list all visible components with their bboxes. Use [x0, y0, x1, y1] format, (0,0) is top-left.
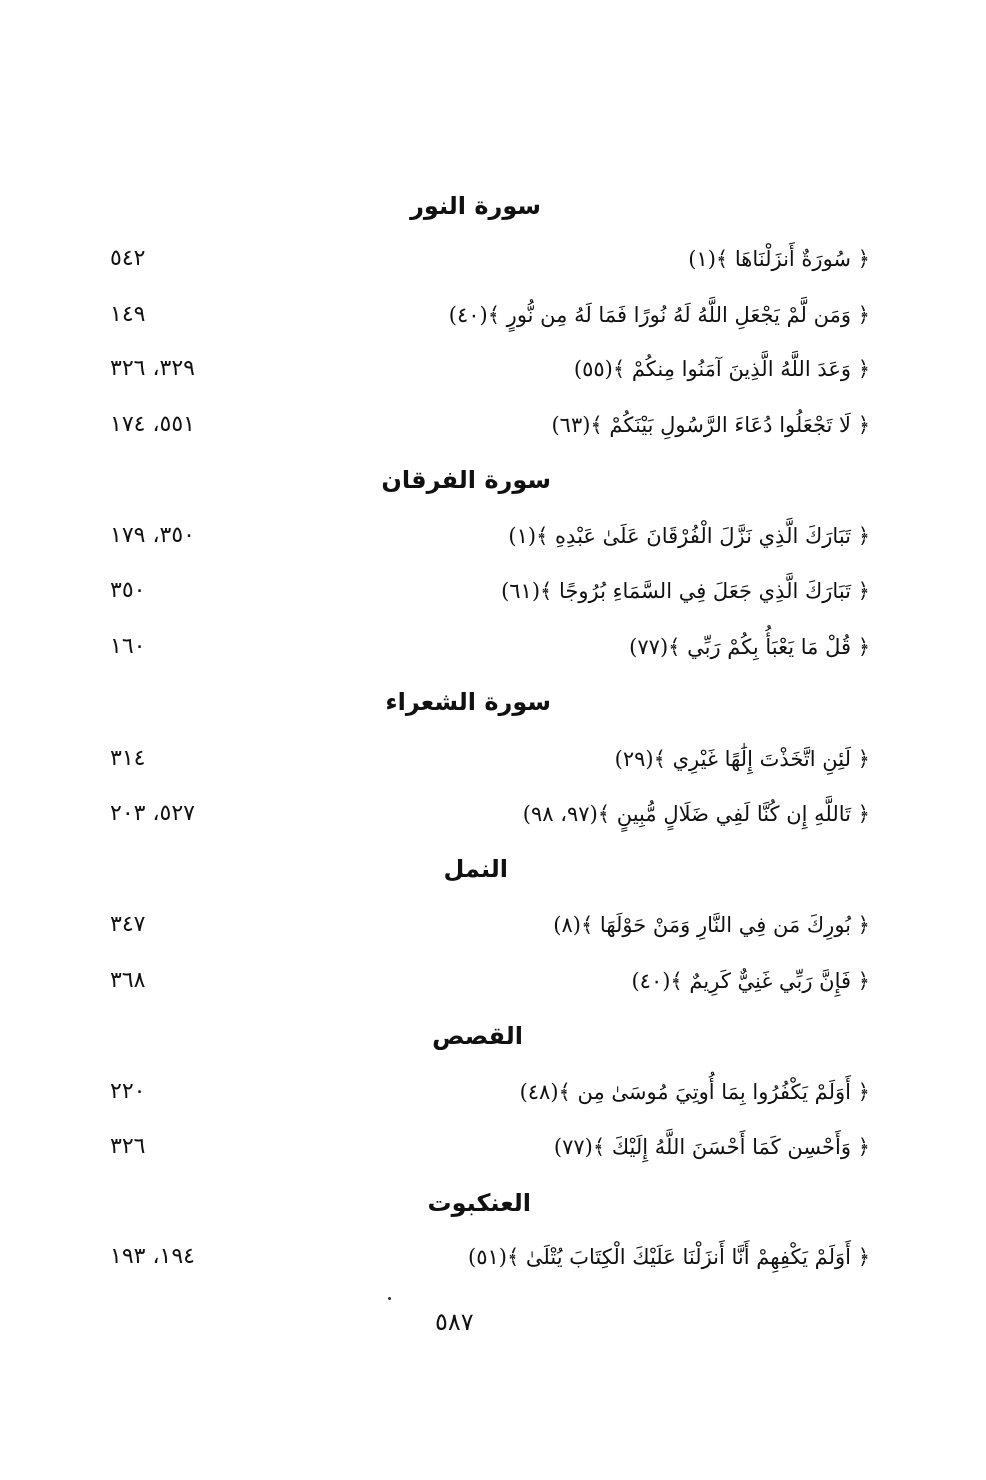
index-entry — [100, 905, 870, 945]
verse-text: ﴿ وَأَحْسِن كَمَا أَحْسَنَ اللَّهُ إِلَيْكَ ﴾(٧٧) — [553, 1135, 870, 1159]
index-entry — [100, 295, 870, 335]
index-entry — [100, 794, 870, 834]
section-heading-nur: سورة النور — [410, 192, 541, 220]
page-number: ٥٨٧ — [435, 1308, 474, 1336]
verse-text: ﴿ بُورِكَ مَن فِي النَّارِ وَمَنْ حَوْلَهَا ﴾(٨) — [553, 913, 870, 937]
section-heading-furqan: سورة الفرقان — [381, 466, 551, 494]
page-refs: ٣٥٠ — [110, 578, 146, 603]
section-heading-qasas: القصص — [432, 1022, 523, 1050]
page-refs: ٣٢٩، ٣٢٦ — [110, 356, 195, 381]
verse-text: ﴿ قُلْ مَا يَعْبَأُ بِكُمْ رَبِّي ﴾(٧٧) — [629, 635, 870, 659]
index-entry — [100, 349, 870, 389]
verse-text: ﴿ لَا تَجْعَلُوا دُعَاءَ الرَّسُولِ بَيْنَكُمْ ﴾(٦٣) — [551, 413, 870, 437]
verse-text: ﴿ وَعَدَ اللَّهُ الَّذِينَ آمَنُوا مِنكُمْ ﴾(٥٥) — [573, 357, 870, 381]
page-refs: ٣٥٠، ١٧٩ — [110, 523, 195, 548]
index-entry — [100, 405, 870, 445]
index-entry — [100, 739, 870, 779]
verse-text: ﴿ وَمَن لَّمْ يَجْعَلِ اللَّهُ لَهُ نُورًا فَمَا لَهُ مِن نُّورٍ ﴾(٤٠) — [448, 303, 870, 327]
page-refs: ٣٢٦ — [110, 1134, 146, 1159]
verse-text: ﴿ تَبَارَكَ الَّذِي جَعَلَ فِي السَّمَاءِ بُرُوجًا ﴾(٦١) — [501, 579, 870, 603]
verse-text: ﴿ أَوَلَمْ يَكْفِهِمْ أَنَّا أَنزَلْنَا عَلَيْكَ الْكِتَابَ يُتْلَىٰ ﴾(٥١) — [467, 1245, 870, 1269]
verse-text: ﴿ أَوَلَمْ يَكْفُرُوا بِمَا أُوتِيَ مُوسَىٰ مِن ﴾(٤٨) — [519, 1080, 870, 1104]
page-refs: ٥٥١، ١٧٤ — [110, 412, 195, 437]
page-refs: ٥٤٢ — [110, 246, 146, 271]
index-entry — [100, 961, 870, 1001]
verse-text: ﴿ فَإِنَّ رَبِّي غَنِيٌّ كَرِيمٌ ﴾(٤٠) — [631, 969, 870, 993]
index-entry — [100, 239, 870, 279]
verse-text: ﴿ سُورَةٌ أَنزَلْنَاهَا ﴾(١) — [688, 247, 870, 271]
section-heading-naml: النمل — [443, 855, 508, 883]
verse-text: ﴿ لَئِنِ اتَّخَذْتَ إِلَٰهًا غَيْرِي ﴾(٢٩) — [614, 747, 870, 771]
page-refs: ٣١٤ — [110, 746, 146, 771]
verse-text: ﴿ تَاللَّهِ إِن كُنَّا لَفِي ضَلَالٍ مُّبِينٍ ﴾(٩٧، ٩٨) — [522, 802, 870, 826]
page-refs: ١٦٠ — [110, 634, 146, 659]
section-heading-ankabut: العنكبوت — [427, 1189, 531, 1217]
section-heading-shuara: سورة الشعراء — [385, 688, 551, 716]
verse-text: ﴿ تَبَارَكَ الَّذِي نَزَّلَ الْفُرْقَانَ عَلَىٰ عَبْدِهِ ﴾(١) — [508, 524, 870, 548]
print-speck — [388, 1297, 391, 1300]
page-refs: ١٤٩ — [110, 302, 146, 327]
index-entry — [100, 1127, 870, 1167]
page-refs: ٥٢٧، ٢٠٣ — [110, 801, 195, 826]
page-refs: ١٩٤، ١٩٣ — [110, 1244, 195, 1269]
page-refs: ٣٤٧ — [110, 912, 146, 937]
index-entry — [100, 1072, 870, 1112]
page-refs: ٣٦٨ — [110, 968, 146, 993]
index-entry — [100, 571, 870, 611]
page-refs: ٢٢٠ — [110, 1079, 146, 1104]
index-entry — [100, 627, 870, 667]
index-entry — [100, 1237, 870, 1277]
index-entry — [100, 516, 870, 556]
